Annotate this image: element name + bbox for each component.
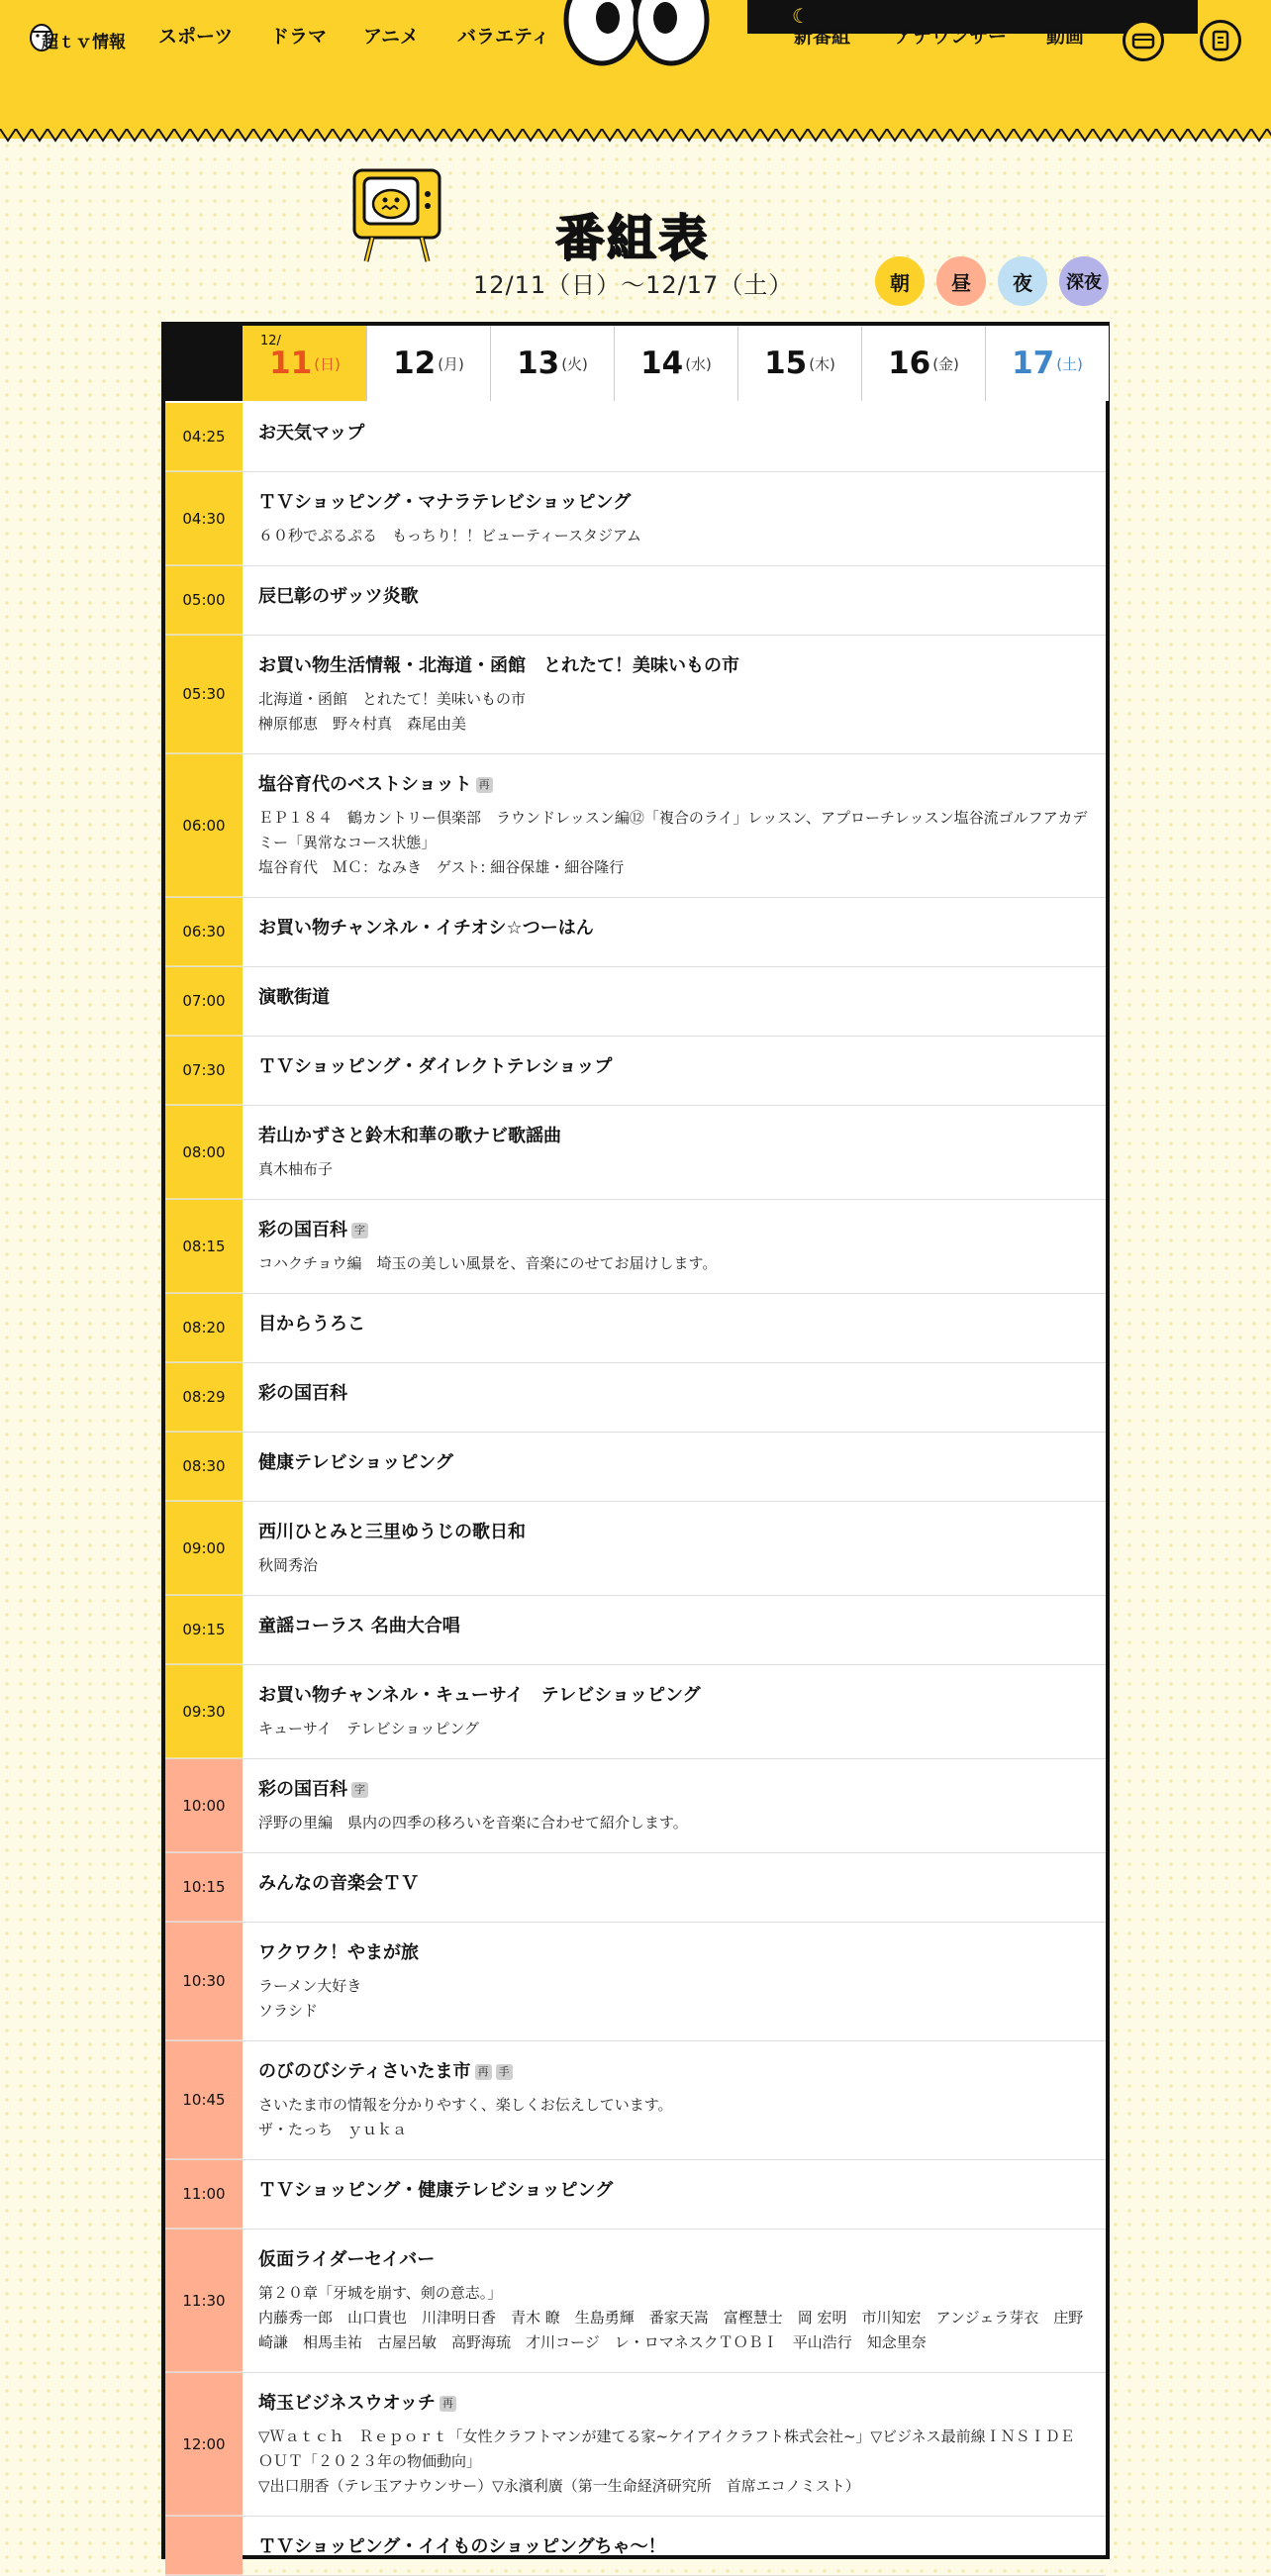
program-title[interactable]	[258, 1522, 1090, 1543]
day-tabs	[165, 326, 1106, 401]
program-badge: 再	[475, 2064, 492, 2080]
day-tab[interactable]	[861, 326, 985, 401]
program-row[interactable]	[165, 566, 1106, 636]
program-title-text: ＴＶショッピング・イイものショッピングちゃ～！	[258, 2536, 666, 2557]
nav-videos[interactable]: 動画	[1046, 26, 1085, 48]
tv-guide-icon[interactable]	[1123, 20, 1164, 61]
program-row[interactable]	[165, 1433, 1106, 1502]
program-description	[258, 2281, 1090, 2355]
time-noon-button[interactable]: 昼	[936, 256, 986, 306]
nav-drama[interactable]: ドラマ	[270, 26, 328, 48]
program-title[interactable]	[258, 2536, 1090, 2558]
day-number: 13	[517, 346, 560, 381]
nav-new-programs[interactable]: 新番組	[794, 26, 851, 48]
description-line: ＥＰ１８４ 鶴カントリー倶楽部 ラウンドレッスン編⑫「複合のライ」レッスン、アプローチレッスン塩谷流ゴルフアカデミー「異常なコース状態」	[258, 808, 1088, 851]
program-title[interactable]	[258, 2393, 1090, 2415]
program-title[interactable]	[258, 2180, 1090, 2202]
program-info	[258, 1452, 1090, 1474]
program-title[interactable]	[258, 1220, 1090, 1241]
program-title[interactable]	[258, 987, 1090, 1009]
program-time: 10:15	[165, 1853, 243, 1922]
program-info	[258, 1942, 1090, 2024]
program-row[interactable]	[165, 1200, 1106, 1294]
day-number: 16	[888, 346, 931, 381]
program-info	[258, 1220, 1090, 1276]
schedule-grid	[161, 322, 1110, 2559]
program-title[interactable]	[258, 1056, 1090, 1078]
description-line: ザ・たっち ｙｕｋａ	[258, 2120, 408, 2138]
program-title-text: 仮面ライダーセイバー	[258, 2249, 436, 2270]
program-description	[258, 524, 1090, 548]
program-info	[258, 423, 1090, 445]
program-title[interactable]	[258, 2061, 1090, 2083]
program-time: 11:00	[165, 2160, 243, 2229]
description-line: コハクチョウ編 埼玉の美しい風景を、音楽にのせてお届けします。	[258, 1253, 718, 1272]
program-time: 08:20	[165, 1294, 243, 1362]
nav-sports[interactable]: スポーツ	[158, 26, 234, 48]
program-title[interactable]	[258, 1942, 1090, 1964]
program-info	[258, 2180, 1090, 2202]
program-time: 08:29	[165, 1363, 243, 1432]
program-info	[258, 1126, 1090, 1182]
time-morning-button[interactable]: 朝	[875, 256, 925, 306]
program-info	[258, 586, 1090, 608]
program-row[interactable]	[165, 2229, 1106, 2373]
program-info	[258, 2393, 1090, 2499]
description-line: さいたま市の情報を分かりやすく、楽しくお伝えしています。	[258, 2095, 673, 2114]
program-title-text: ＴＶショッピング・ダイレクトテレショップ	[258, 1056, 613, 1077]
program-time: 11:30	[165, 2229, 243, 2372]
program-row[interactable]	[165, 2041, 1106, 2160]
program-badge: 字	[351, 1782, 368, 1798]
program-badge: 手	[496, 2064, 513, 2080]
program-title-text: 演歌街道	[258, 987, 330, 1008]
program-title[interactable]	[258, 492, 1090, 514]
program-description	[258, 2425, 1090, 2499]
program-description	[258, 2093, 1090, 2142]
description-line: ラーメン大好き	[258, 1976, 362, 1995]
program-info	[258, 774, 1090, 880]
program-title-text: 目からうろこ	[258, 1314, 365, 1335]
program-info	[258, 1522, 1090, 1578]
program-time: 04:30	[165, 472, 243, 565]
program-title[interactable]	[258, 918, 1090, 940]
description-line: ６０秒でぷるぷる もっちり！！ビューティースタジアム	[258, 526, 642, 545]
program-row[interactable]	[165, 472, 1106, 566]
program-title-text: 埼玉ビジネスウオッチ	[258, 2393, 436, 2414]
day-number: 17	[1012, 346, 1055, 381]
program-info	[258, 918, 1090, 940]
program-row[interactable]	[165, 1363, 1106, 1433]
program-row[interactable]	[165, 2517, 1106, 2576]
program-title-text: 辰巳彰のザッツ炎歌	[258, 586, 419, 607]
program-title-text: 童謡コーラス 名曲大合唱	[258, 1616, 460, 1636]
program-description	[258, 1974, 1090, 2024]
description-line: 塩谷育代 ＭＣ：なみき ゲスト: 細谷保雄・細谷隆行	[258, 857, 625, 876]
day-number: 11	[269, 346, 313, 381]
program-time: 05:00	[165, 566, 243, 635]
time-latenight-button[interactable]: 深夜	[1059, 256, 1109, 306]
program-badge: 字	[351, 1223, 368, 1238]
program-description	[258, 1553, 1090, 1578]
day-weekday: (木)	[809, 354, 835, 373]
site-header	[0, 0, 1271, 139]
program-title-text: ＴＶショッピング・健康テレビショッピング	[258, 2180, 614, 2201]
description-line: キューサイ テレビショッピング	[258, 1719, 480, 1737]
day-number: 14	[640, 346, 684, 381]
program-info	[258, 1314, 1090, 1336]
moon-icon: ☾	[792, 4, 810, 28]
program-title-text: 彩の国百科	[258, 1383, 347, 1404]
program-title-text: 健康テレビショッピング	[258, 1452, 453, 1473]
program-row[interactable]	[165, 1759, 1106, 1853]
program-title-text: ＴＶショッピング・マナラテレビショッピング	[258, 492, 632, 513]
program-row[interactable]	[165, 1502, 1106, 1596]
program-info	[258, 1383, 1090, 1405]
program-info	[258, 1616, 1090, 1637]
time-night-button[interactable]: 夜	[998, 256, 1047, 306]
nav-announcers[interactable]: アナウンサー	[894, 26, 1008, 48]
program-description	[258, 1251, 1090, 1276]
day-month: 12/	[260, 334, 281, 348]
program-row[interactable]	[165, 403, 1106, 472]
program-info	[258, 987, 1090, 1009]
program-row[interactable]	[165, 2373, 1106, 2517]
program-row[interactable]	[165, 2160, 1106, 2229]
program-title-text: 彩の国百科	[258, 1220, 347, 1240]
program-title-text: 彩の国百科	[258, 1779, 347, 1800]
program-title[interactable]	[258, 655, 1090, 677]
program-time: 10:30	[165, 1923, 243, 2040]
description-line: 第２０章「牙城を崩す、剣の意志。」	[258, 2283, 503, 2302]
day-weekday: (金)	[932, 354, 959, 373]
day-tab[interactable]	[243, 326, 366, 401]
page-title: 番組表	[554, 209, 709, 266]
eyes-mascot-icon	[562, 0, 711, 64]
program-row[interactable]	[165, 1596, 1106, 1665]
description-line: 秋岡秀治	[258, 1555, 319, 1574]
program-title-text: みんなの音楽会ＴＶ	[258, 1873, 419, 1894]
description-line: 浮野の里編 県内の四季の移ろいを音楽に合わせて紹介します。	[258, 1813, 688, 1832]
program-time: 04:25	[165, 403, 243, 471]
day-weekday: (土)	[1056, 354, 1083, 373]
program-time: 08:30	[165, 1433, 243, 1501]
program-title-text: お買い物チャンネル・キューサイ テレビショッピング	[258, 1685, 701, 1706]
program-title[interactable]	[258, 1873, 1090, 1895]
program-title-text: 塩谷育代のベストショット	[258, 774, 472, 795]
program-time: 09:30	[165, 1665, 243, 1758]
program-title-text: 若山かずさと鈴木和華の歌ナビ歌謡曲	[258, 1126, 561, 1146]
program-title[interactable]	[258, 1685, 1090, 1707]
day-tab[interactable]	[614, 326, 737, 401]
program-time: 09:15	[165, 1596, 243, 1664]
program-info	[258, 1873, 1090, 1895]
day-tab[interactable]	[366, 326, 490, 401]
program-badge: 再	[476, 777, 493, 793]
program-description	[258, 806, 1090, 880]
day-tab[interactable]	[985, 326, 1109, 401]
program-time	[165, 2517, 243, 2575]
day-weekday: (水)	[685, 354, 712, 373]
logo-text: 超ｔｖ情報	[42, 33, 126, 52]
program-row[interactable]	[165, 1853, 1106, 1923]
program-time: 08:15	[165, 1200, 243, 1293]
program-info	[258, 492, 1090, 548]
program-title-text: 西川ひとみと三里ゆうじの歌日和	[258, 1522, 526, 1542]
description-line: 真木柚布子	[258, 1159, 334, 1178]
program-title[interactable]	[258, 586, 1090, 608]
description-line: 内藤秀一郎 山口貴也 川津明日香 青木 瞭 生島勇輝 番家天嵩 富樫慧士 岡 宏明 市川知宏 アンジェラ芽衣 庄野崎謙 相馬圭祐 古屋呂敏 高野海琉 才川コージ レ・ロマネスクＴＯＢＩ 平山浩行 知念里奈	[258, 2308, 1084, 2351]
program-info	[258, 2249, 1090, 2355]
description-line: ▽出口朋香（テレ玉アナウンサー）▽永濱利廣（第一生命経済研究所 首席エコノミスト）	[258, 2476, 860, 2495]
nav-anime[interactable]: アニメ	[363, 26, 420, 48]
program-time: 07:30	[165, 1037, 243, 1105]
program-time: 06:00	[165, 754, 243, 897]
program-title-text: ワクワク！やまが旅	[258, 1942, 419, 1963]
program-title[interactable]	[258, 1452, 1090, 1474]
program-row[interactable]	[165, 898, 1106, 967]
program-title-text: お買い物生活情報・北海道・函館 とれたて！美味いもの市	[258, 655, 739, 676]
program-time: 10:00	[165, 1759, 243, 1852]
tv-mascot-icon	[348, 166, 457, 265]
program-title[interactable]	[258, 423, 1090, 445]
program-description	[258, 687, 1090, 737]
program-time: 06:30	[165, 898, 243, 966]
program-info	[258, 1779, 1090, 1835]
program-row[interactable]	[165, 1106, 1106, 1200]
program-title[interactable]	[258, 1314, 1090, 1336]
program-title-text: お買い物チャンネル・イチオシ☆つーはん	[258, 918, 594, 939]
program-info	[258, 2536, 1090, 2558]
day-tabs-corner	[165, 326, 243, 401]
calendar-icon[interactable]	[1200, 20, 1241, 61]
program-info	[258, 655, 1090, 737]
day-weekday: (日)	[314, 354, 341, 373]
nav-variety[interactable]: バラエティ	[457, 26, 550, 48]
header-zigzag-edge	[0, 129, 1271, 149]
description-line: 北海道・函館 とれたて！美味いもの市	[258, 689, 527, 708]
program-row[interactable]	[165, 754, 1106, 898]
program-info	[258, 1056, 1090, 1078]
program-time: 08:00	[165, 1106, 243, 1199]
program-description	[258, 1717, 1090, 1741]
program-info	[258, 2061, 1090, 2142]
program-badge: 再	[440, 2396, 456, 2412]
program-title-text: のびのびシティさいたま市	[258, 2061, 471, 2082]
program-time: 09:00	[165, 1502, 243, 1595]
program-title[interactable]	[258, 774, 1090, 796]
program-info	[258, 1685, 1090, 1741]
day-number: 12	[393, 346, 437, 381]
description-line: ソラシド	[258, 2001, 319, 2020]
description-line: ▽Ｗａｔｃｈ Ｒｅｐｏｒｔ「女性クラフトマンが建てる家~ケイアイクラフト株式会社~」▽ビジネス最前線ＩＮＳＩＤＥ ＯＵＴ「２０２３年の物価動向」	[258, 2427, 1090, 2470]
program-time: 12:00	[165, 2373, 243, 2516]
day-weekday: (月)	[438, 354, 464, 373]
program-row[interactable]	[165, 636, 1106, 754]
program-title[interactable]	[258, 1779, 1090, 1801]
day-tab[interactable]	[490, 326, 614, 401]
program-description	[258, 1157, 1090, 1182]
program-time: 07:00	[165, 967, 243, 1036]
date-range: 12/11（日）〜12/17（土）	[473, 271, 794, 299]
program-row[interactable]	[165, 967, 1106, 1037]
program-time: 10:45	[165, 2041, 243, 2159]
day-tab[interactable]	[737, 326, 861, 401]
program-title-text: お天気マップ	[258, 423, 365, 444]
program-row[interactable]	[165, 1923, 1106, 2041]
program-title[interactable]	[258, 1383, 1090, 1405]
day-number: 15	[764, 346, 808, 381]
description-line: 榊原郁恵 野々村真 森尾由美	[258, 714, 467, 733]
program-title[interactable]	[258, 2249, 1090, 2271]
program-description	[258, 1811, 1090, 1835]
program-time: 05:30	[165, 636, 243, 753]
program-title[interactable]	[258, 1126, 1090, 1147]
program-row[interactable]	[165, 1665, 1106, 1759]
program-title[interactable]	[258, 1616, 1090, 1637]
program-row[interactable]	[165, 1294, 1106, 1363]
program-row[interactable]	[165, 1037, 1106, 1106]
day-weekday: (火)	[561, 354, 588, 373]
